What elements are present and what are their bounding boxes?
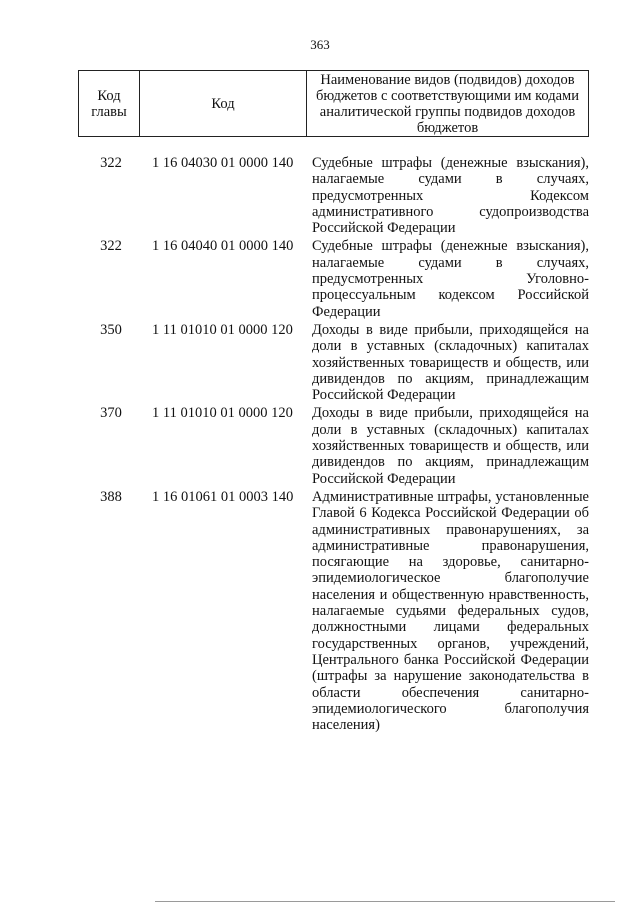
chapter-code-cell: 388 bbox=[100, 488, 122, 505]
header-name: Наименование видов (подвидов) доходов бюджетов с соответствующими им кодами аналитической группы подвидов доходов бюджетов bbox=[307, 71, 589, 137]
table-row bbox=[78, 155, 598, 236]
table-body bbox=[78, 155, 598, 735]
income-code-cell: 1 11 01010 01 0000 120 bbox=[152, 405, 293, 422]
income-name-cell: Судебные штрафы (денежные взыскания), налагаемые судами в случаях, предусмотренных Уголовно-процессуальным кодексом Российской Федерации bbox=[312, 238, 589, 320]
chapter-code-cell: 370 bbox=[100, 405, 122, 422]
scan-edge-line bbox=[155, 901, 615, 902]
chapter-code-cell: 322 bbox=[100, 155, 122, 171]
income-name-cell: Доходы в виде прибыли, приходящейся на доли в уставных (складочных) капиталах хозяйственных товариществ и обществ, или дивидендов по акциям, принадлежащим Российской Федерации bbox=[312, 405, 589, 487]
chapter-code-cell: 322 bbox=[100, 238, 122, 255]
table-row bbox=[78, 322, 598, 403]
income-name-cell: Административные штрафы, установленные Главой 6 Кодекса Российской Федерации об административных правонарушениях, за административные правонарушения, посягающие на здоровье, санитарно-эпидемиологическое благополучие населения и общественную нравственность, налагаемые судьями федеральных судов, должностными лицами федеральных государственных органов, учреждений, Центрального банка Российской Федерации (штрафы за нарушение законодательства в области обеспечения санитарно-эпидемиологического благополучия населения) bbox=[312, 488, 589, 734]
table-row bbox=[78, 489, 598, 733]
income-name-cell: Судебные штрафы (денежные взыскания), налагаемые судами в случаях, предусмотренных Кодексом административного судопроизводства Российской Федерации bbox=[312, 155, 589, 237]
table-header bbox=[78, 70, 589, 137]
income-code-cell: 1 16 01061 01 0003 140 bbox=[152, 488, 294, 505]
income-code-cell: 1 16 04030 01 0000 140 bbox=[152, 155, 294, 171]
income-code-cell: 1 16 04040 01 0000 140 bbox=[152, 238, 294, 255]
income-code-cell: 1 11 01010 01 0000 120 bbox=[152, 321, 293, 338]
table-row bbox=[78, 238, 598, 319]
income-name-cell: Доходы в виде прибыли, приходящейся на доли в уставных (складочных) капиталах хозяйственных товариществ и обществ, или дивидендов по акциям, принадлежащим Российской Федерации bbox=[312, 321, 589, 404]
chapter-code-cell: 350 bbox=[100, 321, 122, 338]
page-number: 363 bbox=[310, 37, 330, 52]
header-chapter-code: Код главы bbox=[79, 71, 140, 137]
table-row bbox=[78, 405, 598, 486]
header-code: Код bbox=[140, 71, 307, 137]
